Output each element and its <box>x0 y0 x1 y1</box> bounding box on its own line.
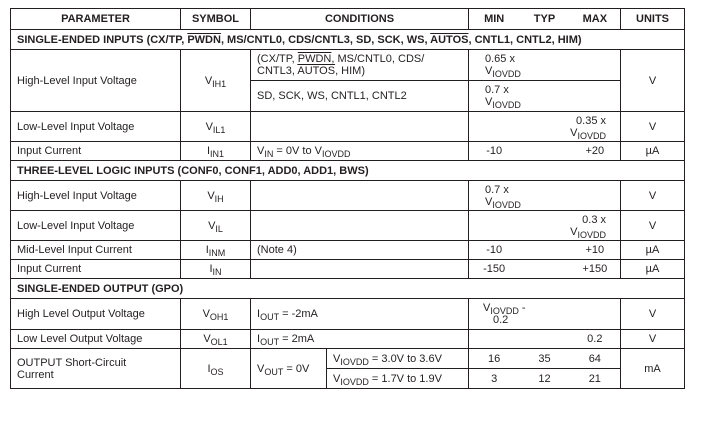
condition-cell: $I_{OUT} = 2mA$ <box>251 330 469 349</box>
section-title: SINGLE-ENDED OUTPUT (GPO) <box>11 279 685 299</box>
max-value: 21 <box>588 372 601 385</box>
electrical-characteristics-table <box>10 8 685 389</box>
header-units: UNITS <box>621 9 685 30</box>
header-min: MIN <box>484 13 505 25</box>
param-cell: Mid-Level Input Current <box>11 241 181 260</box>
typ-value <box>519 145 569 157</box>
table-row-iin <box>11 260 685 279</box>
unit-cell: µA <box>621 142 685 161</box>
param-cell: High-Level Input Voltage <box>11 181 181 211</box>
param-cell: Low-Level Input Voltage <box>11 112 181 142</box>
typ-value <box>519 244 569 256</box>
unit-cell: V <box>621 330 685 349</box>
condition-cell: (CX/TP, PWDN, MS/CNTL0, CDS/ CNTL3, AUTOS, HIM) <box>251 50 469 81</box>
unit-cell: µA <box>621 241 685 260</box>
max-cell: 0.35 x $V_{IOVDD}$ <box>469 112 621 142</box>
symbol-cell: $V_{OL1}$ <box>181 330 251 349</box>
min-value: -10 <box>486 244 503 256</box>
min-cell: 0.7 x $V_{IOVDD}$ <box>469 81 621 112</box>
table-row-voh1 <box>11 299 685 330</box>
section-single-ended-output <box>11 279 685 299</box>
min-cell: 0.7 x $V_{IOVDD}$ <box>469 181 621 211</box>
header-min-typ-max <box>469 9 621 30</box>
table-row-vih <box>11 181 685 211</box>
subcondition-cell: $V_{IOVDD} = 3.0V$ to 3.6V <box>327 349 469 369</box>
min-value: 16 <box>488 352 501 365</box>
unit-cell: V <box>621 299 685 330</box>
unit-cell: mA <box>621 349 685 389</box>
table-row-ios-a <box>11 349 685 369</box>
section-single-ended-inputs <box>11 30 685 50</box>
max-value: +20 <box>585 145 605 157</box>
min-max-cell <box>469 349 621 369</box>
max-cell: 0.3 x $V_{IOVDD}$ <box>469 211 621 241</box>
header-typ: TYP <box>533 13 556 25</box>
symbol-cell: $V_{OH1}$ <box>181 299 251 330</box>
condition-cell <box>251 112 469 142</box>
unit-cell: V <box>621 112 685 142</box>
table-row-inm <box>11 241 685 260</box>
min-max-cell <box>469 260 621 279</box>
condition-cell: $V_{OUT} = 0V$ <box>251 349 327 389</box>
condition-cell: $I_{OUT} = -2mA$ <box>251 299 469 330</box>
section-three-level-inputs <box>11 161 685 181</box>
min-value: -10 <box>486 145 503 157</box>
header-max: MAX <box>582 13 608 25</box>
table-row-vil1 <box>11 112 685 142</box>
unit-cell: V <box>621 50 685 112</box>
min-cell: 0.65 x $V_{IOVDD}$ <box>469 50 621 81</box>
table-row-vil <box>11 211 685 241</box>
table-row-vol1 <box>11 330 685 349</box>
unit-cell: V <box>621 211 685 241</box>
table-row-vih1-a <box>11 50 685 81</box>
max-value: 64 <box>588 352 601 365</box>
typ-value: 35 <box>538 352 551 365</box>
table-row-iin1 <box>11 142 685 161</box>
max-value: +150 <box>582 263 608 275</box>
unit-cell: V <box>621 181 685 211</box>
section-title: THREE-LEVEL LOGIC INPUTS (CONF0, CONF1, ADD0, ADD1, BWS) <box>11 161 685 181</box>
typ-value <box>519 263 569 275</box>
section-title: SINGLE-ENDED INPUTS (CX/TP, PWDN, MS/CNTL0, CDS/CNTL3, SD, SCK, WS, AUTOS, CNTL1, CNTL2, HIM) <box>11 30 685 50</box>
max-value: 0.2 <box>587 333 603 345</box>
symbol-cell: $I_{OS}$ <box>181 349 251 389</box>
header-symbol: SYMBOL <box>181 9 251 30</box>
param-cell: Low Level Output Voltage <box>11 330 181 349</box>
min-value: -150 <box>483 263 506 275</box>
min-cell: $V_{IOVDD}$ - 0.2 <box>469 299 621 330</box>
param-cell: OUTPUT Short-Circuit Current <box>11 349 181 389</box>
min-max-cell <box>469 241 621 260</box>
condition-cell: SD, SCK, WS, CNTL1, CNTL2 <box>251 81 469 112</box>
min-max-cell <box>469 330 621 349</box>
condition-cell: $V_{IN} = 0V$ to $V_{IOVDD}$ <box>251 142 469 161</box>
condition-cell <box>251 211 469 241</box>
symbol-cell: $V_{IH1}$ <box>181 50 251 112</box>
unit-cell: µA <box>621 260 685 279</box>
typ-value <box>519 333 569 345</box>
condition-cell <box>251 260 469 279</box>
min-value: 3 <box>491 372 498 385</box>
subcondition-cell: $V_{IOVDD} = 1.7V$ to 1.9V <box>327 369 469 389</box>
param-cell: High Level Output Voltage <box>11 299 181 330</box>
param-cell: High-Level Input Voltage <box>11 50 181 112</box>
symbol-cell: $I_{INM}$ <box>181 241 251 260</box>
symbol-cell: $V_{IH}$ <box>181 181 251 211</box>
min-max-cell <box>469 142 621 161</box>
condition-cell <box>251 181 469 211</box>
symbol-cell: $V_{IL}$ <box>181 211 251 241</box>
param-cell: Input Current <box>11 260 181 279</box>
header-conditions: CONDITIONS <box>251 9 469 30</box>
symbol-cell: $I_{IN1}$ <box>181 142 251 161</box>
symbol-cell: $V_{IL1}$ <box>181 112 251 142</box>
typ-value: 12 <box>538 372 551 385</box>
param-cell: Low-Level Input Voltage <box>11 211 181 241</box>
header-parameter: PARAMETER <box>11 9 181 30</box>
symbol-cell: $I_{IN}$ <box>181 260 251 279</box>
spec-table-container <box>10 8 685 389</box>
min-value <box>469 333 519 345</box>
param-cell: Input Current <box>11 142 181 161</box>
header-row <box>11 9 685 30</box>
min-max-cell <box>469 369 621 389</box>
max-value: +10 <box>585 244 605 256</box>
condition-cell: (Note 4) <box>251 241 469 260</box>
